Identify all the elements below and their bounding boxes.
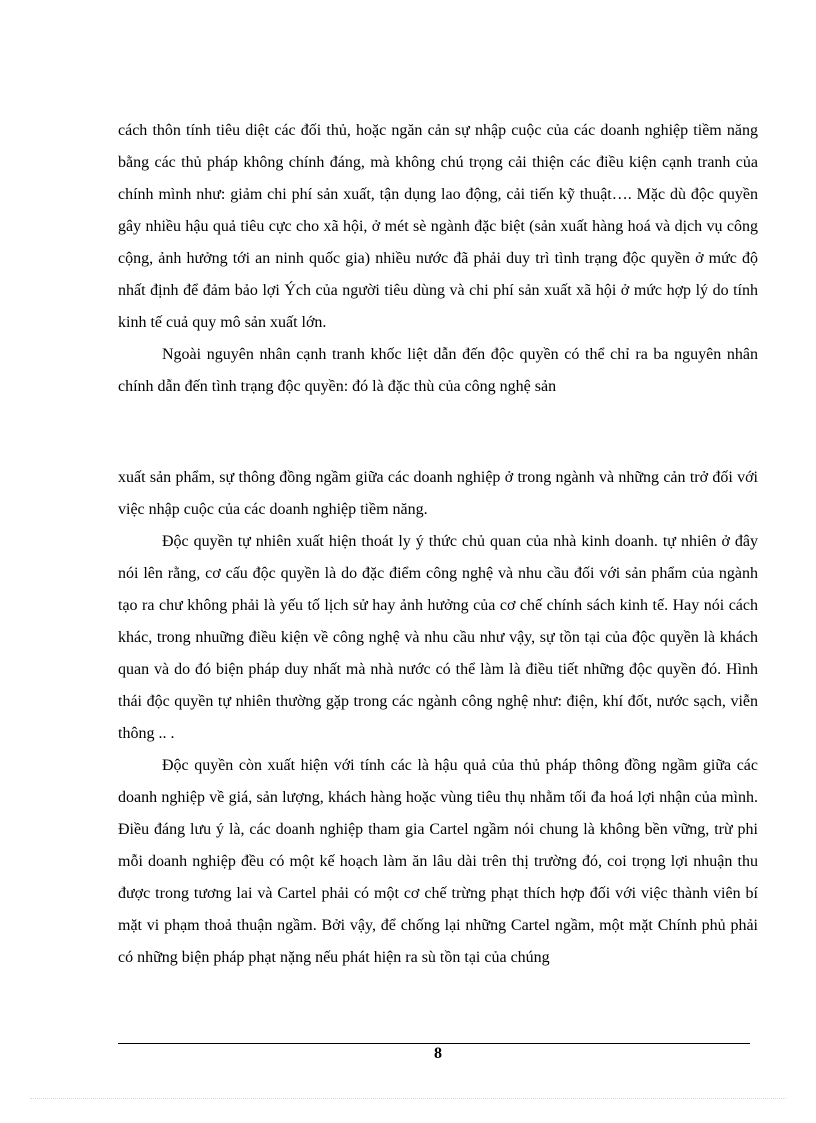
paragraph: Độc quyền tự nhiên xuất hiện thoát ly ý thức chủ quan của nhà kinh doanh. tự nhiên ở đây nói lên rằng, cơ cấu độc quyền là do đặc điểm công nghệ và nhu cầu đối với sản phẩm của ngành tạo ra chư không phải là yếu tố lịch sử hay ảnh hưởng của cơ chế chính sách kinh tế. Hay nói cách khác, trong nhuững điều kiện về công nghệ và nhu cầu như vậy, sự tồn tại của độc quyền là khách quan và do đó biện pháp duy nhất mà nhà nước có thể làm là điều tiết những độc quyền đó. Hình thái độc quyền tự nhiên thường gặp trong các ngành công nghệ như: điện, khí đốt, nước sạch, viễn thông .. . (118, 533, 758, 742)
text-block-lower (118, 462, 758, 974)
paragraph: Độc quyền còn xuất hiện với tính các là hậu quả của thủ pháp thông đồng ngầm giữa các doanh nghiệp về giá, sản lượng, khách hàng hoặc vùng tiêu thụ nhằm tối đa hoá lợi nhận của mình. Điều đáng lưu ý là, các doanh nghiệp tham gia Cartel ngầm nói chung là không bền vững, trừ phi mỗi doanh nghiệp đều có một kế hoạch làm ăn lâu dài trên thị trường đó, coi trọng lợi nhuận thu được trong tương lai và Cartel phải có một cơ chế trừng phạt thích hợp đối với việc thành viên bí mặt vi phạm thoả thuận ngầm. Bởi vậy, để chống lại những Cartel ngầm, một mặt Chính phủ phải có những biện pháp phạt nặng nếu phát hiện ra sù tồn tại của chúng (118, 757, 758, 966)
page-edge-divider (30, 1098, 786, 1099)
paragraph-continued: cách thôn tính tiêu diệt các đối thủ, hoặc ngăn cản sự nhập cuộc của các doanh nghiệp tiềm năng bằng các thủ pháp không chính đáng, mà không chú trọng cải thiện các điều kiện cạnh tranh của chính mình như: giảm chi phí sản xuất, tận dụng lao động, cải tiến kỹ thuật…. Mặc dù độc quyền gây nhiều hậu quả tiêu cực cho xã hội, ở mét sè ngành đặc biệt (sản xuất hàng hoá và dịch vụ công cộng, ảnh hưởng tới an ninh quốc gia) nhiều nước đã phải duy trì tình trạng độc quyền ở mức độ nhất định để đảm bảo lợi Ých của người tiêu dùng và chi phí sản xuất xã hội ở mức hợp lý do tính kinh tế cuả quy mô sản xuất lớn. (118, 122, 758, 331)
page-number: 8 (434, 1045, 442, 1062)
paragraph-continued: xuất sản phẩm, sự thông đồng ngầm giữa các doanh nghiệp ở trong ngành và những cản trở đối với việc nhập cuộc của các doanh nghiệp tiềm năng. (118, 469, 758, 518)
text-block-upper (118, 115, 758, 403)
paragraph: Ngoài nguyên nhân cạnh tranh khốc liệt dẫn đến độc quyền có thể chỉ ra ba nguyên nhân chính dẫn đến tình trạng độc quyền: đó là đặc thù của công nghệ sản (118, 346, 758, 395)
